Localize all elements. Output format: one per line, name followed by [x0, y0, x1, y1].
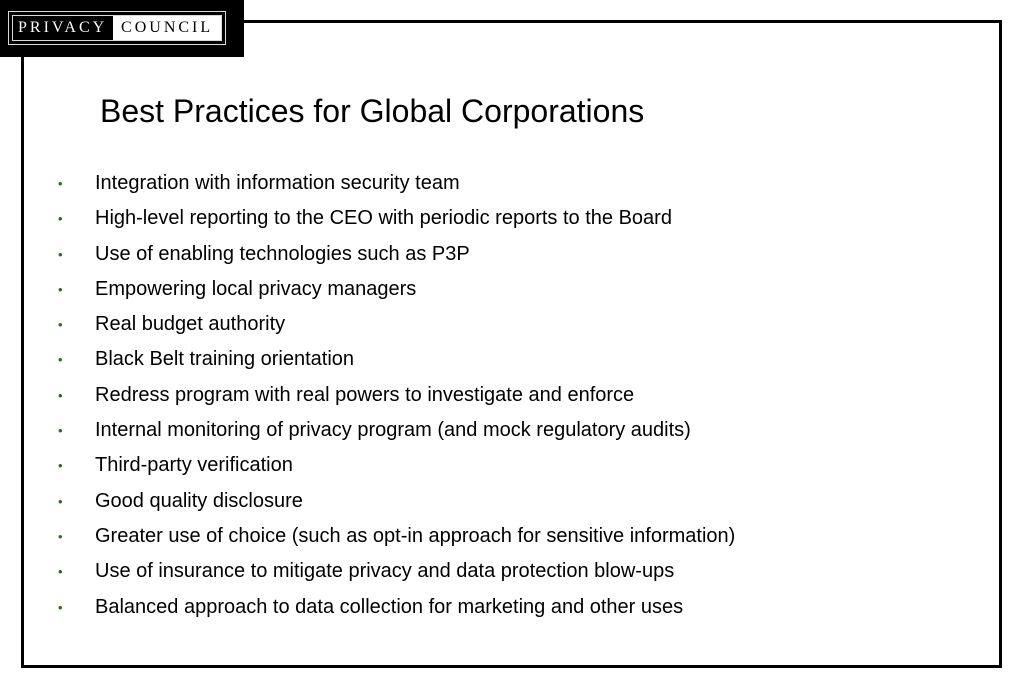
- bullet-dot-icon: •: [58, 176, 63, 191]
- bullet-text: Use of insurance to mitigate privacy and data protection blow-ups: [95, 560, 675, 583]
- slide-title: Best Practices for Global Corporations: [100, 93, 645, 129]
- bullet-dot-icon: •: [58, 528, 63, 544]
- bullet-dot-icon: •: [58, 564, 63, 580]
- bullet-dot-icon: •: [58, 423, 63, 439]
- bullet-text: Use of enabling technologies such as P3P: [95, 242, 470, 265]
- bullet-text: Good quality disclosure: [95, 489, 303, 512]
- logo-outer-border: [8, 11, 226, 45]
- bullet-text: High-level reporting to the CEO with periodic reports to the Board: [95, 207, 672, 230]
- logo-word-privacy: PRIVACY: [13, 16, 113, 40]
- bullet-text: Internal monitoring of privacy program (and mock regulatory audits): [95, 419, 691, 442]
- bullet-dot-icon: •: [58, 387, 63, 403]
- bullet-text: Empowering local privacy managers: [95, 277, 417, 300]
- bullet-dot-icon: •: [58, 352, 63, 368]
- bullet-dot-icon: •: [58, 493, 63, 509]
- bullet-text: Black Belt training orientation: [95, 348, 355, 371]
- bullet-dot-icon: •: [58, 246, 63, 262]
- bullet-text: Real budget authority: [95, 313, 286, 336]
- bullet-dot-icon: •: [58, 211, 63, 227]
- bullet-dot-icon: •: [58, 281, 63, 297]
- bullet-text: Balanced approach to data collection for marketing and other uses: [95, 595, 684, 618]
- bullet-dot-icon: •: [58, 458, 63, 474]
- bullet-dot-icon: •: [58, 599, 63, 615]
- logo-word-council: COUNCIL: [113, 16, 221, 40]
- privacy-council-logo: [0, 0, 244, 57]
- logo-inner-border: [12, 15, 222, 41]
- bullet-text: Redress program with real powers to investigate and enforce: [95, 383, 635, 406]
- bullet-text: Integration with information security team: [95, 172, 460, 194]
- bullet-text: Third-party verification: [95, 454, 293, 477]
- bullet-dot-icon: •: [58, 317, 63, 333]
- bullet-text: Greater use of choice (such as opt-in approach for sensitive information): [95, 524, 736, 547]
